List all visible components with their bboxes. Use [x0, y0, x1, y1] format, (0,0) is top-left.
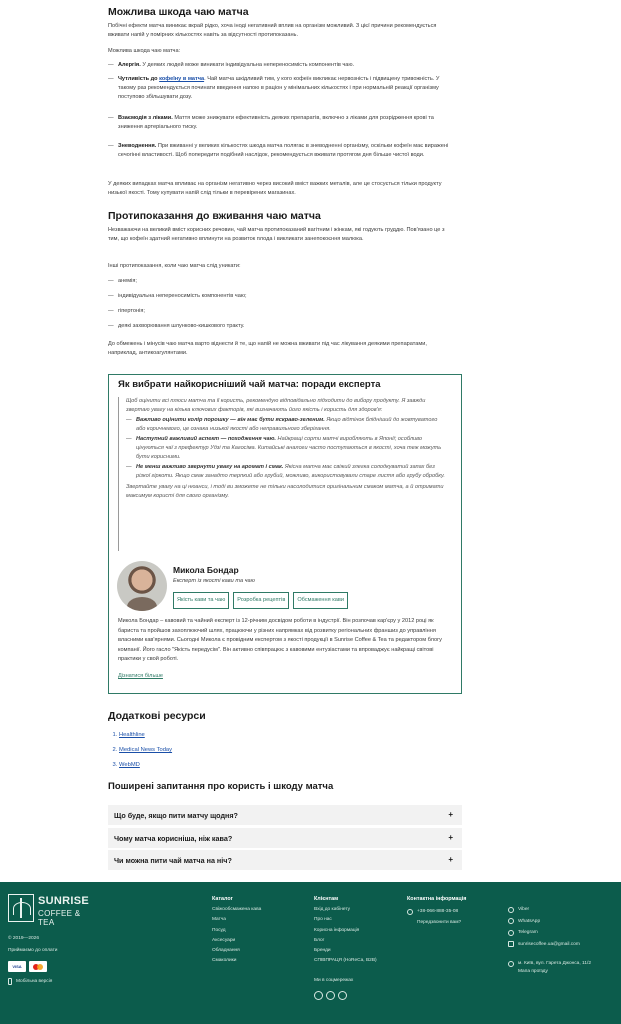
- harm-item: — Алергія. У деяких людей може виникати індивідуальна непереносимість компонентів чаю.: [108, 62, 355, 68]
- catalog-link[interactable]: Матча: [212, 917, 226, 923]
- harm-item: — Чутливість до кофеїну в матча. Чай матча шкідливий тим, у кого кофеїн викликає нервозність і підвищену тривожність. У такому раз рекомендується починати введення напою в раціон у мінімальних кількостях і при нормальній реакції організму поступово збільшувати дозу.: [108, 76, 440, 100]
- resource-link-mnt[interactable]: Medical News Today: [119, 747, 173, 753]
- caffeine-link[interactable]: кофеїну в матча: [159, 76, 205, 82]
- harm-heading: Можлива шкода чаю матча: [108, 6, 249, 18]
- logo-icon: [8, 894, 34, 922]
- expert-quote: Щоб оцінити всі плюси матча та її користь, рекомендую відповідально підходити до вибору продукту. Я завжди звертаю увагу на кілька ключових факторів, які визначають його якість і користь для здоров'я: — Важливо оцінити колір порошку — він має бути яскраво-зеленим. Якщо відтінок блідніший до жовтуватого або коричневого, це ознака низької якості або неправильного зберігання. — Наступний важливий аспект — походження чаю. Найкращі сорти матчі виробляють в Японії; особливо цінуються чаї з префектур Удзі та Кагосіма. Китайські аналоги часто поступаються в якості, хоча теж можуть бути корисними. — Не менш важливо звернути увагу на аромат і смак. Якісна матча має свіжий злегка солодкуватий запах без різкої гіркоти. Якщо смак занадто терпкий або грубий, можливо, використовували старе листя або грубу обробку. Звертайте увагу на ці нюанси, і тоді ви зможете не тільки насолодитися оригінальним смаком матча, а й отримати максимум користі для свого організму.: [118, 397, 448, 551]
- site-logo[interactable]: SUNRISE COFFEE & TEA: [8, 894, 92, 926]
- clients-link[interactable]: Корисна інформація: [314, 927, 360, 933]
- telegram-link[interactable]: Telegram: [508, 927, 591, 939]
- plus-icon: +: [448, 810, 453, 819]
- phone-call-icon: [407, 909, 413, 915]
- resources-heading: Додаткові ресурси: [108, 710, 206, 722]
- contra-outro: До обмежень і мінусів чаю матча варто віднести й те, що напій не можна вживати під час лікування деякими препаратами, наприклад, антикоагулянтами.: [108, 341, 427, 356]
- whatsapp-link[interactable]: WhatsApp: [508, 916, 591, 928]
- harm-item: — Взаємодія з ліками. Маття може знижувати ефективність деяких препаратів, включно з ліками для розрідження крові та зниження артеріального тиску.: [108, 115, 434, 130]
- clients-link[interactable]: Бренди: [314, 948, 331, 954]
- expert-tip: — Наступний важливий аспект — походження чаю. Найкращі сорти матчі виробляють в Японії; особливо цінуються чаї з префектур Удзі та Кагосіма. Китайські аналоги часто поступаються в якості, хоча теж можуть бути корисними.: [126, 436, 442, 460]
- harm-intro: Побічні ефекти матча виникає вкрай рідко, хоча іноді негативний вплив на організм можливий. З цієї причини рекомендується вживати напій у помірних кількостях навіть за відсутності протипоказань.: [108, 23, 437, 38]
- resource-link-webmd[interactable]: WebMD: [119, 762, 140, 768]
- viber-link[interactable]: Viber: [508, 904, 591, 916]
- expert-tags: [173, 592, 348, 609]
- contra-item: — індивідуальна непереносимість компонентів чаю;: [108, 293, 247, 299]
- plus-icon: +: [448, 832, 453, 842]
- phone-icon: [8, 978, 12, 985]
- clients-column: [314, 896, 377, 1005]
- tag-roasting[interactable]: Обсмаження кави: [293, 592, 348, 609]
- telegram-icon[interactable]: [338, 991, 347, 1000]
- contra-heading: Протипоказання до вживання чаю матча: [108, 210, 321, 222]
- address: м. Київ, вул. Гарета Джонса, 11/2: [508, 958, 591, 970]
- faq-item[interactable]: Чи можна пити чай матча на ніч? +: [108, 850, 462, 870]
- clients-link[interactable]: Вхід до кабінету: [314, 907, 351, 912]
- payment-methods: [8, 961, 47, 972]
- visa-icon: VISA: [8, 961, 26, 972]
- resource-item: [119, 743, 462, 758]
- mobile-version-link[interactable]: Мобільна версія: [8, 978, 52, 985]
- expert-bio: Микола Бондар – кавовий та чайний експерт із 12-річним досвідом роботи в індустрії. Він розпочав кар'єру у 2012 році як бариста та пройшов захоплюючий шлях, працюючи у різних напрямках від розвитку регіональних франшиз до управління власними кав'ярнями. Сьогодні Микола є провідним експертом з якості продукції в Sunrise Coffee & Tea та редактором блогу компанії. Його гасло "Якість передусім". Він активно співпрацює з кавовими ентузіастами та впроваджує найкращі світові практики у свой роботі.: [118, 618, 442, 663]
- phone-number[interactable]: +38-066-888-35-08: [417, 909, 459, 915]
- expert-role: Експерт із якості кави та чаю: [173, 578, 255, 584]
- telegram-icon: [508, 930, 514, 936]
- contra-list: [108, 277, 462, 337]
- catalog-link[interactable]: Свіжообсмажена кава: [212, 907, 262, 912]
- facebook-icon[interactable]: [314, 991, 323, 1000]
- clients-heading: Клієнтам: [314, 896, 339, 902]
- learn-more-link[interactable]: Дізнатися більше: [118, 673, 163, 679]
- harm-list-label: Можлива шкода чаю матча:: [108, 48, 181, 54]
- tag-recipes[interactable]: Розробка рецептів: [233, 592, 289, 609]
- site-footer: [0, 882, 621, 1024]
- expert-name: Микола Бондар: [173, 565, 239, 575]
- contact-heading: Контактна інформація: [407, 896, 467, 902]
- contra-item: — гіпертонія;: [108, 308, 145, 314]
- expert-tip: — Не менш важливо звернути увагу на аромат і смак. Якісна матча має свіжий злегка солодкуватий запах без різкої гіркоти. Якщо смак занадто терпкий або грубий, можливо, використовували старе листя або грубу обробку.: [126, 464, 445, 479]
- harm-list: [108, 61, 462, 172]
- harm-item: — Зневоднення. При вживанні у великих кількостях шкода матча полягає в зневодненні організму, оскільки кофеїн має виражені сечогінні властивості. Щоб попередити подібний наслідок, рекомендується вживати протягом дня більше чистої води.: [108, 143, 449, 158]
- copyright: © 2019—2026: [8, 936, 40, 941]
- resources-list: [119, 728, 462, 773]
- clients-link[interactable]: Блог: [314, 937, 325, 943]
- faq-heading: Поширені запитання про користь і шкоду матча: [108, 781, 334, 792]
- resources-section: [108, 710, 462, 773]
- faq-item[interactable]: Чому матча корисніша, ніж кава? +: [108, 828, 462, 848]
- catalog-link[interactable]: Аксесуари: [212, 937, 236, 943]
- contra-item: — анемія;: [108, 278, 137, 284]
- catalog-link[interactable]: Обладнання: [212, 948, 240, 954]
- harm-outro: У деяких випадках матча впливає на організм негативно через високий вміст важких металів, але це стосується тільки продукту низької якості. Тому купувати напій слід тільки в перевірених магазинах.: [108, 181, 442, 196]
- expert-box: [108, 374, 462, 694]
- contra-item: — деякі захворювання шлунково-кишкового тракту.: [108, 323, 245, 329]
- contact-column: [407, 896, 466, 926]
- plus-icon: +: [448, 855, 453, 864]
- contra-intro: Незважаючи на великий вміст корисних речовин, чай матча протипоказаний вагітним і жінкам, які годують груддю. Пов'язано це з тим, що кофеїн здатний негативно вплинути на розвиток плода і викликати занепокоєння малюка.: [108, 227, 445, 242]
- catalog-column: [212, 896, 261, 967]
- expert-avatar: [117, 561, 167, 611]
- clients-link[interactable]: СПІВПРАЦЯ (НоReCa, B2B): [314, 958, 377, 964]
- resource-item: [119, 728, 462, 743]
- catalog-link[interactable]: Посуд: [212, 927, 226, 933]
- email-link[interactable]: sunrisecoffee.ua@gmail.com: [508, 939, 591, 951]
- faq-item[interactable]: Що буде, якщо пити матчу щодня? +: [108, 805, 462, 825]
- social-heading: Ми в соцмережах: [314, 977, 354, 983]
- clients-link[interactable]: Про нас: [314, 917, 332, 923]
- whatsapp-icon: [508, 918, 514, 924]
- resource-item: [119, 758, 462, 773]
- payment-label: Приймаємо до оплати: [8, 948, 58, 953]
- faq-section: [108, 780, 462, 873]
- messengers-column: [508, 904, 591, 975]
- callback-link[interactable]: Передзвонити вам?: [417, 919, 462, 925]
- mastercard-icon: [29, 961, 47, 972]
- expert-heading: Як вибрати найкорисніший чай матча: поради експерта: [118, 379, 381, 390]
- catalog-link[interactable]: Смаколики: [212, 958, 237, 964]
- tag-coffee-quality[interactable]: Якість кави та чаю: [173, 592, 229, 609]
- catalog-heading: Каталог: [212, 896, 233, 902]
- resource-link-healthline[interactable]: Healthline: [119, 732, 145, 738]
- map-pin-icon: [508, 961, 514, 967]
- map-link[interactable]: Мапа проїзду: [518, 968, 548, 974]
- viber-icon: [508, 907, 514, 913]
- mail-icon: [508, 941, 514, 947]
- expert-tip: — Важливо оцінити колір порошку — він має бути яскраво-зеленим. Якщо відтінок блідніший до жовтуватого або коричневого, це ознака низької якості або неправильного зберігання.: [126, 417, 438, 432]
- contra-list-label: Інші протипоказання, коли чаю матча слід уникати:: [108, 263, 241, 269]
- instagram-icon[interactable]: [326, 991, 335, 1000]
